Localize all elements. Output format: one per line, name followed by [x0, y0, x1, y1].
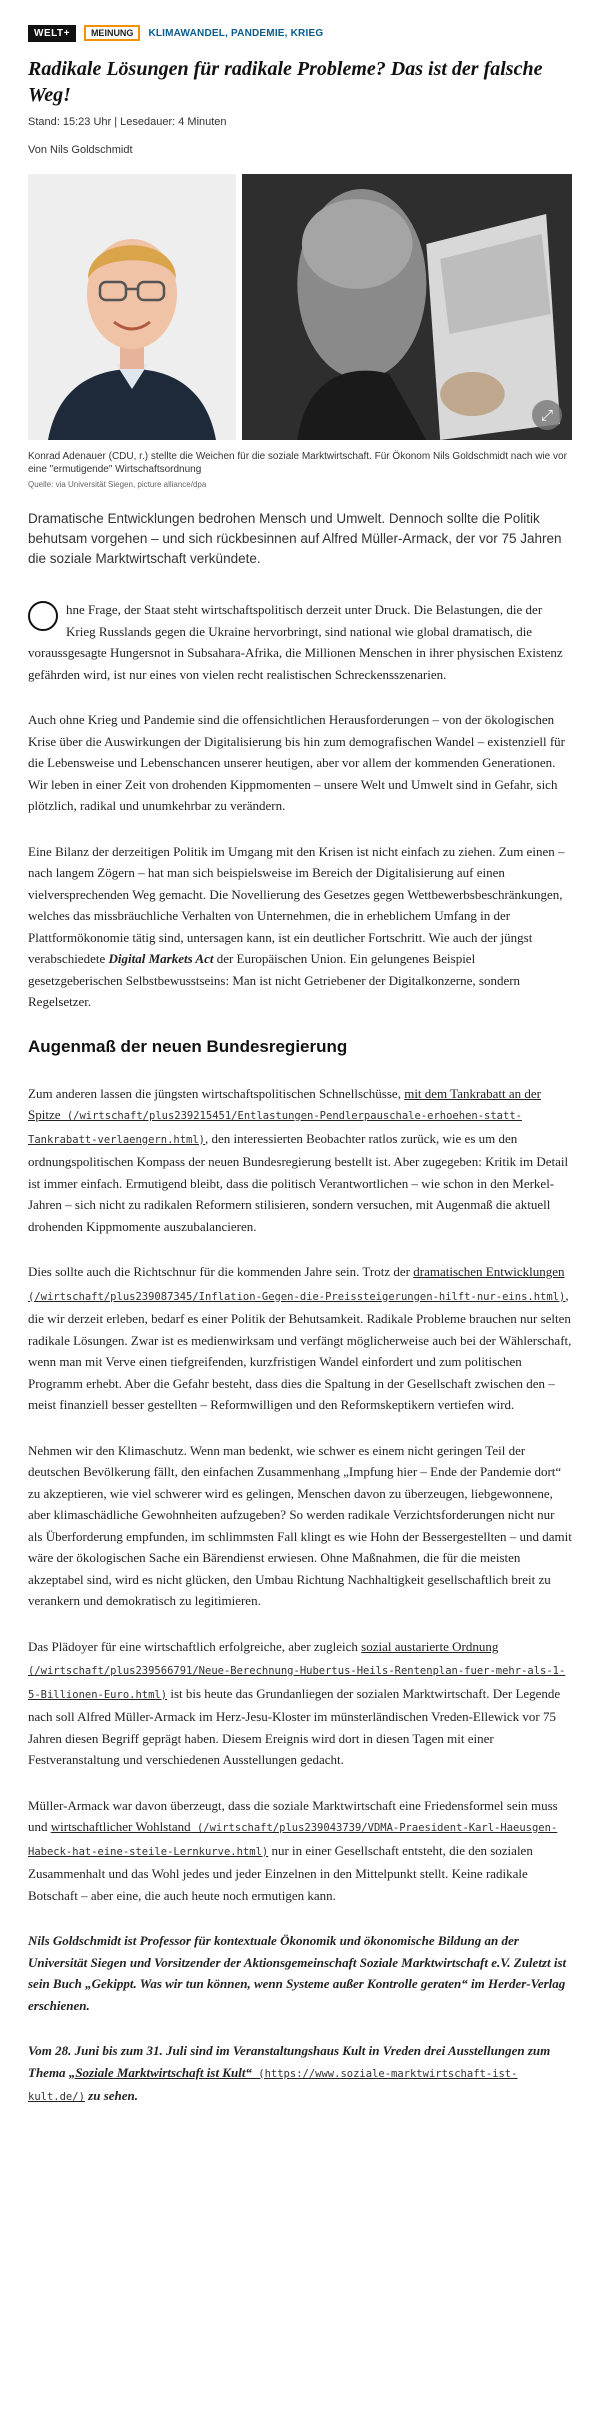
expand-icon[interactable]: ⤢	[532, 400, 562, 430]
drop-cap-o-icon	[28, 601, 58, 631]
article-topline	[28, 22, 572, 44]
link-tankrabatt[interactable]: mit dem Tankrabatt an der Spitze (/wirtschaft/plus239215451/Entlastungen-Pendlerpauschale-erhoehen-statt-Tankrabatt-verlaengern.html)	[28, 1085, 541, 1146]
link-wirtschaftlicher-wohlstand[interactable]: wirtschaftlicher Wohlstand (/wirtschaft/plus239043739/VDMA-Praesident-Karl-Haeusgen-Habeck-hat-eine-steile-Lernkurve.html)	[28, 1819, 558, 1858]
link-dramatische-entwicklungen[interactable]: dramatischen Entwicklungen (/wirtschaft/plus239087345/Inflation-Gegen-die-Preissteigerungen-hilft-nur-eins.html)	[28, 1264, 566, 1303]
paragraph-6: Nehmen wir den Klimaschutz. Wenn man bedenkt, wie schwer es einem nicht geringen Teil der deutschen Bevölkerung fällt, den einfachen Zusammenhang „Impfung hier – Ende der Pandemie dort“ zu akzeptieren, wie viel schwerer wird es gelingen, Menschen davon zu überzeugen, liebgewonnene, aber klimaschädliche Gewohnheiten aufzugeben? So werden radikale Verzichtsforderungen nicht nur als Überforderung empfunden, im schlimmsten Fall klingt es wie Hohn der Bessergestellten – und damit wäre der ökologischen Sache ein Bärendienst erwiesen. Ohne Maßnahmen, die für die meisten akzeptabel sind, wird es nicht glücken, den Umbau Richtung Nachhaltigkeit gesellschaftlich breit zu verankern und demokratisch zu legitimieren.	[28, 1442, 572, 1608]
paragraph-7: Das Plädoyer für eine wirtschaftlich erfolgreiche, aber zugleich sozial austarierte Ordnung (/wirtschaft/plus239566791/Neue-Berechnung-Hubertus-Heils-Rentenplan-fuer-mehr-als-1-5-Billionen-Euro.html) ist bis heute das Grundanliegen der sozialen Marktwirtschaft. Der Legende nach soll Alfred Müller-Armack im Herz-Jesu-Kloster im münsterländischen Vreden-Ellewick vor 75 Jahren diesen Begriff geprägt haben. Diesem Ereignis wird dort in diesen Tagen mit einer Festveranstaltung und verschiedenen Ausstellungen gedacht.	[28, 1638, 566, 1767]
paragraph-1: hne Frage, der Staat steht wirtschaftspolitisch derzeit unter Druck. Die Belastungen, die der Krieg Russlands gegen die Ukraine hervorbringt, sind national wie global dramatisch, die voraussgesagte Hungersnot in Subsahara-Afrika, die Millionen Menschen in ihrer physischen Existenz gefährden wird, ist nur eines von vielen recht realistischen Schreckensszenarien.	[28, 602, 563, 682]
paragraph-5: Dies sollte auch die Richtschnur für die kommenden Jahre sein. Trotz der dramatischen Entwicklungen (/wirtschaft/plus239087345/Inflation-Gegen-die-Preissteigerungen-hilft-nur-eins.html), die wir derzeit erleben, bedarf es einer Politik der Behutsamkeit. Radikale Probleme brauchen nur selten radikale Lösungen. Zwar ist es medienwirksam und verfängt möglicherweise auch bei der Wählerschaft, wenn man mit Verve einen tiefgreifenden, kurzfristigen Wandel einfordert und zum politischen Programm erhebt. Aber die Gefahr besteht, dass dies die Spaltung in der Gesellschaft zwischen den – meist finanziell besser gestellten – Reformwilligen und den Reformskeptikern vertiefen wird.	[28, 1264, 572, 1412]
paragraph-3: Eine Bilanz der derzeitigen Politik im Umgang mit den Krisen ist nicht einfach zu ziehen. Zum einen – nach langem Zögern – hat man sich beispielsweise im Bereich der Digitalisierung auf einen vielversprechenden Weg gemacht. Die Novellierung des Gesetzes gegen Wettbewerbsbeschränkungen, welches das missbräuchliche Verhalten von Unternehmen, die in erheblichem Umfang in der Plattformökonomie tätig sind, untersagen kann, ist ein deutlicher Fortschritt. Wie auch der jüngst verabschiedete Digital Markets Act der Europäischen Union. Ein gelungenes Beispiel gesetzgeberischen Selbstbewusstseins: Man ist nicht Getriebener der Digitalkonzerne, sondern Regelsetzer.	[28, 843, 565, 1009]
author-bio: Nils Goldschmidt ist Professor für kontextuale Ökonomik und ökonomische Bildung an der Universität Siegen und Vorsitzender der Aktionsgemeinschaft Soziale Marktwirtschaft e.V. Zuletzt ist sein Buch „Gekippt. Was wir tun können, wenn Systeme außer Kontrolle geraten“ im Herder-Verlag erschienen.	[28, 1933, 567, 2013]
paragraph-9: Vom 28. Juni bis zum 31. Juli sind im Veranstaltungshaus Kult in Vreden drei Ausstellungen zum Thema „Soziale Marktwirtschaft ist Kult“ (https://www.soziale-marktwirtschaft-ist-kult.de/) zu sehen.	[28, 2043, 551, 2103]
image-caption: Konrad Adenauer (CDU, r.) stellte die Weichen für die soziale Marktwirtschaft. Für Ökonom Nils Goldschmidt nach wie vor eine "ermutigende" Wirtschaftsordnung	[28, 451, 567, 475]
adenauer-reading-photo	[242, 174, 572, 440]
link-sozial-austarierte-ordnung[interactable]: sozial austarierte Ordnung (/wirtschaft/plus239566791/Neue-Berechnung-Hubertus-Heils-Rentenplan-fuer-mehr-als-1-5-Billionen-Euro.html)	[28, 1638, 566, 1701]
author-portrait-photo	[28, 174, 236, 440]
link-soziale-marktwirtschaft-ist-kult[interactable]: „Soziale Marktwirtschaft ist Kult“ (https://www.soziale-marktwirtschaft-ist-kult.de/)	[28, 2064, 518, 2103]
article-title: Radikale Lösungen für radikale Probleme? Das ist der falsche Weg!	[28, 58, 543, 106]
image-source: Quelle: via Universität Siegen, picture alliance/dpa	[28, 480, 207, 489]
article-author[interactable]: Von Nils Goldschmidt	[28, 144, 133, 156]
article-lead: Dramatische Entwicklungen bedrohen Mensch und Umwelt. Dennoch sollte die Politik behutsam vorgehen – und sich rückbesinnen auf Alfred Müller-Armack, der vor 75 Jahren die soziale Marktwirtschaft verkündete.	[28, 511, 562, 566]
topic-tags[interactable]: KLIMAWANDEL, PANDEMIE, KRIEG	[148, 27, 324, 39]
welt-plus-logo[interactable]: WELT+	[28, 25, 76, 42]
opinion-badge: MEINUNG	[84, 25, 141, 41]
paragraph-4: Zum anderen lassen die jüngsten wirtschaftspolitischen Schnellschüsse, mit dem Tankrabatt an der Spitze (/wirtschaft/plus239215451/Entlastungen-Pendlerpauschale-erhoehen-statt-Tankrabatt-verlaengern.html), den interessierten Beobachter ratlos zurück, wie es um den ordnungspolitischen Kompass der neuen Bundesregierung bestellt ist. Aber zugegeben: Kritik im Detail ist immer einfach. Ermutigend bleibt, dass die politisch Verantwortlichen – wie schon in den Merkel-Jahren – sich nicht zu radikalen Reformern stilisieren, sondern versuchen, mit Augenmaß die aktuell drohenden Kippmomente auszubalancieren.	[28, 1085, 569, 1234]
article-body	[28, 599, 572, 2109]
paragraph-2: Auch ohne Krieg und Pandemie sind die offensichtlichen Herausforderungen – von der ökologischen Krise über die Auswirkungen der Digitalisierung bis hin zum demografischen Wandel – existenziell für die Lebensweise und Lebenschancen unserer heutigen, aber vor allem der kommenden Generationen. Wir leben in einer Zeit von drohenden Kippmomenten – unsere Welt und Umwelt sind in Gefahr, sich plötzlich, radikal und unumkehrbar zu verändern.	[28, 712, 565, 813]
article-meta: Stand: 15:23 Uhr | Lesedauer: 4 Minuten	[28, 116, 227, 128]
article-image[interactable]	[28, 174, 572, 440]
paragraph-8: Müller-Armack war davon überzeugt, dass die soziale Marktwirtschaft eine Friedensformel sein muss und wirtschaftlicher Wohlstand (/wirtschaft/plus239043739/VDMA-Praesident-Karl-Haeusgen-Habeck-hat-eine-steile-Lernkurve.html) nur in einer Gesellschaft entsteht, die den sozialen Zusammenhalt und das Wohl jedes und jeder Einzelnen in den Mittelpunkt stellt. Keine radikale Botschaft – aber eine, die auch heute noch ermutigen kann.	[28, 1797, 558, 1903]
section-heading: Augenmaß der neuen Bundesregierung	[28, 1036, 348, 1056]
